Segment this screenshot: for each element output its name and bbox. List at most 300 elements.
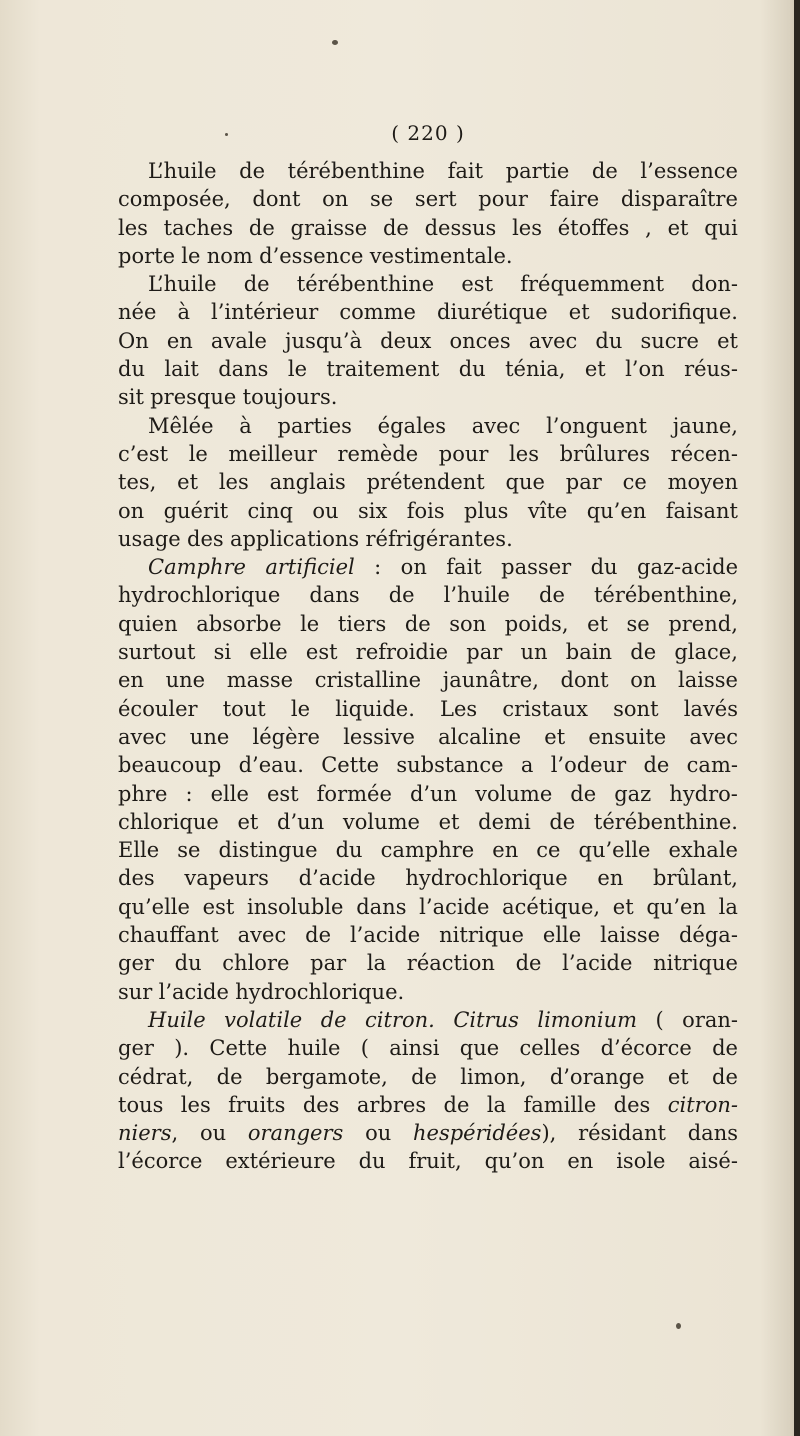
text-line (118, 497, 738, 525)
word: dans (309, 583, 360, 608)
word: L’huile (148, 272, 217, 297)
word: extérieure (225, 1149, 336, 1174)
ink-speck (676, 1323, 681, 1329)
word: résidant (578, 1121, 666, 1146)
word: arbres (356, 1092, 427, 1117)
word: ce (622, 470, 647, 495)
word: faire (549, 187, 600, 212)
text-line (118, 751, 738, 779)
word: des (302, 1092, 340, 1117)
word: fois (406, 498, 445, 523)
text-lines (118, 157, 738, 1176)
word: ( (360, 1036, 369, 1061)
text-line (118, 1006, 738, 1034)
word: vîte (527, 498, 568, 523)
word: et (667, 1064, 689, 1089)
word: qu’en (646, 894, 706, 919)
word: dans (687, 1121, 738, 1146)
word: avec (471, 413, 521, 438)
word: que (459, 1036, 500, 1061)
word: tous (118, 1092, 164, 1117)
word: surtout (118, 640, 196, 665)
text-line (118, 298, 738, 326)
word: fruits (228, 1092, 286, 1117)
word: térébenthine. (593, 809, 738, 834)
word: qu’en (586, 498, 647, 523)
text-line (118, 214, 738, 242)
page-binding-edge (794, 0, 800, 1436)
word: traitement (326, 357, 440, 382)
word: dans (218, 357, 269, 382)
word: l’écorce (118, 1149, 203, 1174)
word: ger (118, 951, 154, 976)
word: laisse (678, 668, 738, 693)
word: l’intérieur (211, 300, 319, 325)
word: ( (655, 1007, 664, 1032)
word: liquide. (335, 696, 415, 721)
word: ou (312, 498, 339, 523)
text-line (118, 553, 738, 581)
word: de (591, 159, 618, 183)
text-line (118, 185, 738, 213)
word: jaune, (672, 413, 738, 438)
word: guérit (163, 498, 229, 523)
word: pour (438, 441, 489, 466)
word: applications (229, 526, 360, 551)
word: térébenthine (296, 272, 435, 297)
word: et (237, 809, 259, 834)
word: dont (252, 187, 301, 212)
word: nom (206, 243, 253, 268)
text-line (118, 157, 738, 185)
word: dessus (424, 215, 497, 240)
word: l’acide (349, 923, 421, 948)
ink-speck (332, 40, 338, 45)
word: est (202, 894, 235, 919)
text-line (118, 836, 738, 864)
text-line (118, 978, 738, 1006)
word: déga- (678, 923, 738, 948)
text-line (118, 412, 738, 440)
word: jaunâtre, (442, 668, 539, 693)
word: Huile (148, 1007, 206, 1032)
word: d’eau. (238, 753, 304, 778)
word: réaction (406, 951, 495, 976)
word: récen- (670, 441, 738, 466)
word: bain (565, 640, 613, 665)
word: Mêlée (148, 413, 214, 438)
word: ou (365, 1121, 392, 1146)
word: née (118, 300, 157, 325)
word: presque (150, 385, 237, 410)
word: les (218, 470, 249, 495)
word: absorbe (196, 611, 282, 636)
word: limonium (537, 1007, 638, 1032)
word: et (568, 300, 590, 325)
word: niers, (118, 1121, 179, 1146)
word: hydrochlorique (405, 866, 568, 891)
word: les (512, 215, 542, 240)
word: brûlant, (653, 866, 738, 891)
word: l’on (625, 357, 665, 382)
word: d’un (409, 781, 458, 806)
word: formée (316, 781, 392, 806)
word: les (118, 215, 148, 240)
word: tiers (337, 611, 387, 636)
word: elle (210, 781, 249, 806)
text-line (118, 327, 738, 355)
text-line (118, 949, 738, 977)
word: de (305, 923, 332, 948)
word: l’onguent (546, 413, 647, 438)
text-line (118, 1147, 738, 1175)
word: qu’on (484, 1149, 545, 1174)
word: remède (337, 441, 419, 466)
word: à (239, 413, 252, 438)
word: en (567, 1149, 594, 1174)
text-line (118, 1034, 738, 1062)
word: ger (118, 1036, 154, 1061)
word: tout (222, 696, 266, 721)
text-line (118, 780, 738, 808)
word: de (216, 1064, 243, 1089)
word: des (187, 526, 224, 551)
word: vapeurs (184, 866, 269, 891)
word: de (388, 583, 415, 608)
word: citron. (365, 1007, 435, 1032)
text-line (118, 581, 738, 609)
word: Citrus (453, 1007, 519, 1032)
word: Elle (118, 838, 160, 863)
word: que (505, 470, 545, 495)
word: l’odeur (550, 753, 627, 778)
word: une (189, 724, 230, 749)
word: l’acide (158, 979, 229, 1004)
word: beaucoup (118, 753, 222, 778)
word: prend, (668, 611, 738, 636)
word: hespéridées), (413, 1121, 557, 1146)
word: cinq (247, 498, 293, 523)
word: volume (475, 781, 553, 806)
word: acétique, (502, 894, 601, 919)
word: parties (277, 413, 352, 438)
text-line (118, 610, 738, 638)
word: de (630, 640, 657, 665)
word: huile (287, 1036, 341, 1061)
word: de (411, 1064, 437, 1089)
word: jusqu’à (285, 328, 363, 353)
word: prétendent (366, 470, 485, 495)
word: lavés (683, 696, 738, 721)
word: sert (414, 187, 457, 212)
word: des (613, 1092, 651, 1117)
word: refroidie (355, 640, 449, 665)
word: de (539, 583, 565, 608)
word: du (590, 555, 618, 580)
word: distingue (218, 838, 318, 863)
word: la (486, 1092, 507, 1117)
word: et (587, 611, 608, 636)
word: artificiel (265, 555, 355, 580)
text-line (118, 723, 738, 751)
word: passer (501, 555, 572, 580)
text-line (118, 383, 738, 411)
word: sont (613, 696, 659, 721)
word: écouler (118, 696, 198, 721)
word: on (630, 668, 657, 693)
word: hydrochlorique (118, 583, 281, 608)
word: un (520, 640, 548, 665)
text-line (118, 525, 738, 553)
word: disparaître (620, 187, 738, 212)
word: fruit, (408, 1149, 462, 1174)
word: chlore (222, 951, 290, 976)
word: c’est (118, 441, 169, 466)
word: de (570, 781, 597, 806)
word: sit (118, 385, 144, 410)
word: de (404, 611, 431, 636)
word: deux (380, 328, 432, 353)
word: et (544, 724, 566, 749)
word: citron- (667, 1092, 738, 1117)
word: avec (689, 724, 738, 749)
word: cristaux (502, 696, 588, 721)
word: ce (536, 838, 561, 863)
word: cam- (686, 753, 738, 778)
word: du (118, 357, 145, 382)
word: poids, (504, 611, 569, 636)
word: de (320, 1007, 347, 1032)
text-line (118, 1091, 738, 1119)
word: d’essence (259, 243, 364, 268)
word: d’un (277, 809, 325, 834)
word: de (515, 951, 542, 976)
word: le (181, 243, 201, 268)
word: diurétique (437, 300, 548, 325)
word: réfrigérantes. (365, 526, 513, 551)
word: taches (163, 215, 234, 240)
word: on (118, 498, 145, 523)
text-line (118, 921, 738, 949)
word: ). (174, 1036, 190, 1061)
word: graisse (290, 215, 368, 240)
word: lait (164, 357, 199, 382)
word: du (174, 951, 202, 976)
word: et (438, 809, 460, 834)
word: en (492, 838, 519, 863)
word: glace, (674, 640, 738, 665)
word: brûlures (559, 441, 651, 466)
word: hydrochlorique. (235, 979, 405, 1004)
word: légère (252, 724, 320, 749)
word: : (374, 555, 382, 580)
word: elle (249, 640, 288, 665)
word: de (643, 753, 670, 778)
word: don- (691, 272, 738, 297)
word: par (310, 951, 347, 976)
word: gaz-acide (637, 555, 738, 580)
word: du (458, 357, 486, 382)
word: du (335, 838, 363, 863)
word: limon, (460, 1064, 527, 1089)
word: ou (199, 1121, 227, 1146)
text-line (118, 893, 738, 921)
word: tes, (118, 470, 157, 495)
word: de (443, 1092, 470, 1117)
word: vestimentale. (369, 243, 513, 268)
word: une (165, 668, 206, 693)
word: substance (396, 753, 504, 778)
word: cédrat, (118, 1064, 194, 1089)
word: l’huile (443, 583, 510, 608)
word: le (188, 441, 208, 466)
word: étoffes (557, 215, 630, 240)
word: sur (118, 979, 153, 1004)
word: faisant (665, 498, 738, 523)
word: si (213, 640, 232, 665)
word: meilleur (228, 441, 317, 466)
word: le (287, 357, 308, 382)
word: l’acide (562, 951, 633, 976)
word: laisse (600, 923, 661, 948)
word: se (370, 187, 394, 212)
word: Les (440, 696, 478, 721)
word: de (549, 809, 576, 834)
word: et (177, 470, 199, 495)
word: aisé- (688, 1149, 738, 1174)
word: les (180, 1092, 211, 1117)
word: térébenthine (287, 159, 425, 183)
word: réus- (684, 357, 738, 382)
word: phre (118, 781, 168, 806)
word: elle (542, 923, 582, 948)
word: de (712, 1064, 738, 1089)
text-line (118, 440, 738, 468)
word: fréquemment (520, 272, 665, 297)
word: volatile (224, 1007, 303, 1032)
word: moyen (667, 470, 738, 495)
word: avec (237, 923, 287, 948)
word: qu’elle (118, 894, 190, 919)
word: en (118, 668, 144, 693)
word: l’essence (640, 159, 738, 183)
word: de (239, 159, 265, 183)
word: la (366, 951, 387, 976)
word: dont (560, 668, 609, 693)
word: masse (226, 668, 294, 693)
word: six (357, 498, 388, 523)
word: ainsi (389, 1036, 440, 1061)
word: ensuite (588, 724, 667, 749)
word: et (612, 894, 634, 919)
word: avec (528, 328, 578, 353)
text-line (118, 695, 738, 723)
word: le (290, 696, 311, 721)
word: qui (704, 215, 738, 240)
word: usage (118, 526, 181, 551)
word: orangers (247, 1121, 344, 1146)
word: isole (616, 1149, 666, 1174)
word: se (177, 838, 201, 863)
word: on (322, 187, 349, 212)
word: fait (447, 159, 484, 183)
word: onces (449, 328, 511, 353)
word: alcaline (438, 724, 522, 749)
text-line (118, 1063, 738, 1091)
page-number: ( 220 ) (391, 121, 465, 145)
word: gaz (614, 781, 652, 806)
word: térébenthine, (593, 583, 738, 608)
word: Camphre (148, 555, 246, 580)
word: dans (356, 894, 407, 919)
word: par (466, 640, 503, 665)
word: Cette (321, 753, 380, 778)
word: est (461, 272, 494, 297)
text-line (118, 242, 738, 270)
word: bergamote, (265, 1064, 388, 1089)
word: et (667, 215, 689, 240)
text-line (118, 270, 738, 298)
word: de (382, 215, 409, 240)
word: pour (478, 187, 528, 212)
word: est (305, 640, 338, 665)
word: en (597, 866, 624, 891)
word: Cette (209, 1036, 268, 1061)
word: nitrique (653, 951, 738, 976)
word: insoluble (247, 894, 344, 919)
word: est (266, 781, 299, 806)
word: porte (118, 243, 175, 268)
text-line (118, 468, 738, 496)
word: famille (523, 1092, 597, 1117)
word: celles (519, 1036, 581, 1061)
text-line (118, 638, 738, 666)
word: chlorique (118, 809, 219, 834)
word: L’huile (148, 159, 217, 183)
word: toujours. (242, 385, 338, 410)
word: d’écorce (600, 1036, 692, 1061)
word: On (118, 328, 149, 353)
word: avale (210, 328, 267, 353)
word: sucre (640, 328, 699, 353)
word: ténia, (505, 357, 566, 382)
word: hydro- (669, 781, 738, 806)
word: anglais (269, 470, 346, 495)
word: de (712, 1036, 738, 1061)
page-text (118, 116, 738, 1176)
word: quien (118, 611, 178, 636)
word: volume (342, 809, 420, 834)
text-line (118, 808, 738, 836)
word: on (400, 555, 427, 580)
word: de (248, 215, 275, 240)
word: en (166, 328, 193, 353)
word: oran- (682, 1007, 738, 1032)
word: avec (118, 724, 167, 749)
word: les (509, 441, 539, 466)
word: partie (505, 159, 570, 183)
word: et (717, 328, 738, 353)
word: se (626, 611, 650, 636)
word: l’acide (419, 894, 490, 919)
word: du (358, 1149, 386, 1174)
word: son (449, 611, 487, 636)
word: : (185, 781, 193, 806)
word: des (118, 866, 155, 891)
word: à (177, 300, 190, 325)
word: égales (377, 413, 446, 438)
word: fait (446, 555, 482, 580)
